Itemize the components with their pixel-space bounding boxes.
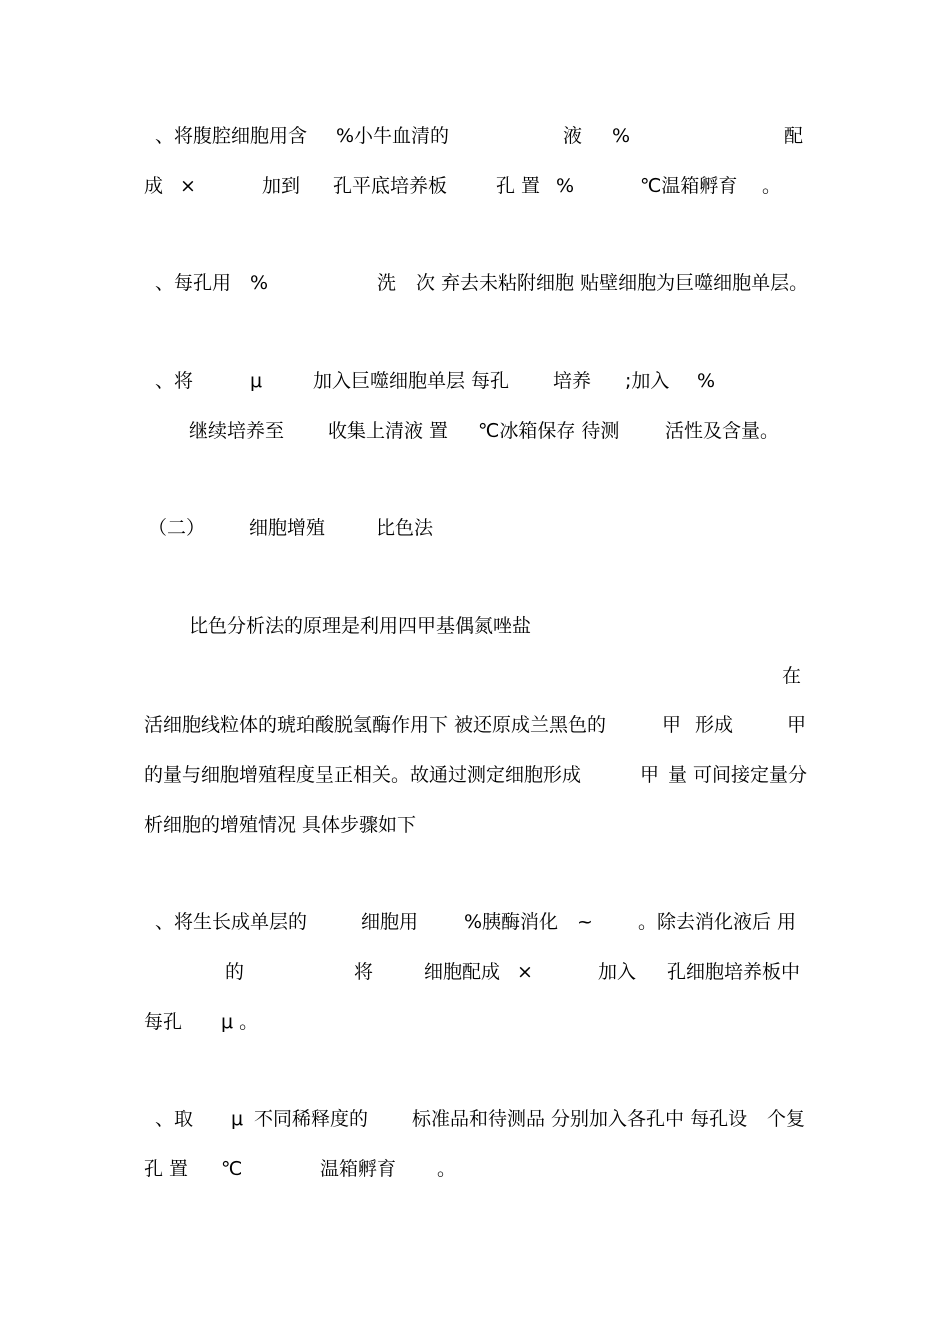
text-fragment: % <box>612 125 631 147</box>
text-fragment: ;加入 <box>625 370 670 392</box>
text-fragment: 洗 <box>377 272 397 294</box>
text-fragment: 。 <box>762 175 782 197</box>
text-fragment: 甲 <box>662 714 682 736</box>
text-fragment: 、将生长成单层的 <box>155 911 308 933</box>
text-fragment: 将 <box>354 961 374 983</box>
text-fragment: % <box>697 370 716 392</box>
text-fragment: % <box>556 175 575 197</box>
text-fragment: 孔细胞培养板中 <box>667 961 801 983</box>
text-fragment: 加到 <box>262 175 301 197</box>
text-fragment: ℃冰箱保存 待测 <box>478 420 620 442</box>
text-fragment: 标准品和待测品 分别加入各孔中 每孔设 <box>412 1108 748 1130</box>
text-fragment: 活细胞线粒体的琥珀酸脱氢酶作用下 被还原成兰黑色的 <box>144 714 607 736</box>
text-fragment: 次 弃去未粘附细胞 贴壁细胞为巨噬细胞单层。 <box>416 272 809 294</box>
heading-text: 比色法 <box>376 517 434 539</box>
text-fragment: 收集上清液 置 <box>328 420 449 442</box>
text-fragment: μ <box>250 370 263 392</box>
text-fragment: 孔 置 <box>496 175 541 197</box>
text-fragment: 甲 <box>640 764 660 786</box>
text-fragment: 形成 <box>695 714 734 736</box>
text-fragment: 个复 <box>767 1108 806 1130</box>
text-fragment: 活性及含量。 <box>665 420 780 442</box>
text-fragment: 析细胞的增殖情况 具体步骤如下 <box>144 814 417 836</box>
text-fragment: 、每孔用 <box>155 272 232 294</box>
text-fragment: 、取 <box>155 1108 194 1130</box>
heading-text: 细胞增殖 <box>249 517 326 539</box>
text-fragment: 温箱孵育 <box>320 1158 397 1180</box>
text-fragment: 比色分析法的原理是利用四甲基偶氮唑盐 <box>189 615 532 637</box>
heading-number: （二） <box>148 517 206 539</box>
text-fragment: 每孔 <box>144 1011 183 1033</box>
text-fragment: 的 <box>225 961 245 983</box>
text-fragment: 、将腹腔细胞用含 <box>155 125 308 147</box>
text-fragment: 孔 置 <box>144 1158 189 1180</box>
text-fragment: 甲 <box>787 714 807 736</box>
text-fragment: 。除去消化液后 用 <box>638 911 797 933</box>
text-fragment: 加入巨噬细胞单层 每孔 <box>313 370 510 392</box>
text-fragment: %胰酶消化 <box>464 911 559 933</box>
text-fragment: 配 <box>784 125 804 147</box>
text-fragment: 继续培养至 <box>189 420 285 442</box>
text-fragment: ℃ <box>221 1158 243 1180</box>
text-fragment: 的量与细胞增殖程度呈正相关。故通过测定细胞形成 <box>144 764 582 786</box>
text-fragment: % <box>250 272 269 294</box>
text-fragment: μ <box>231 1108 244 1130</box>
text-fragment: 细胞用 <box>361 911 419 933</box>
text-fragment: %小牛血清的 <box>336 125 450 147</box>
text-fragment: 孔平底培养板 <box>333 175 448 197</box>
text-fragment: × <box>180 175 196 197</box>
text-fragment: 加入 <box>598 961 637 983</box>
text-fragment: 、将 <box>155 370 194 392</box>
text-fragment: ~ <box>577 911 593 933</box>
text-fragment: ℃温箱孵育 <box>640 175 738 197</box>
text-fragment: μ 。 <box>221 1011 259 1033</box>
text-fragment: 液 <box>563 125 583 147</box>
text-fragment: 量 可间接定量分 <box>668 764 808 786</box>
text-fragment: 细胞配成 <box>424 961 501 983</box>
text-fragment: 培养 <box>553 370 592 392</box>
text-fragment: 。 <box>437 1158 457 1180</box>
text-fragment: × <box>517 961 533 983</box>
text-fragment: 成 <box>144 175 164 197</box>
text-fragment: 不同稀释度的 <box>254 1108 369 1130</box>
text-fragment: 在 <box>782 665 802 687</box>
